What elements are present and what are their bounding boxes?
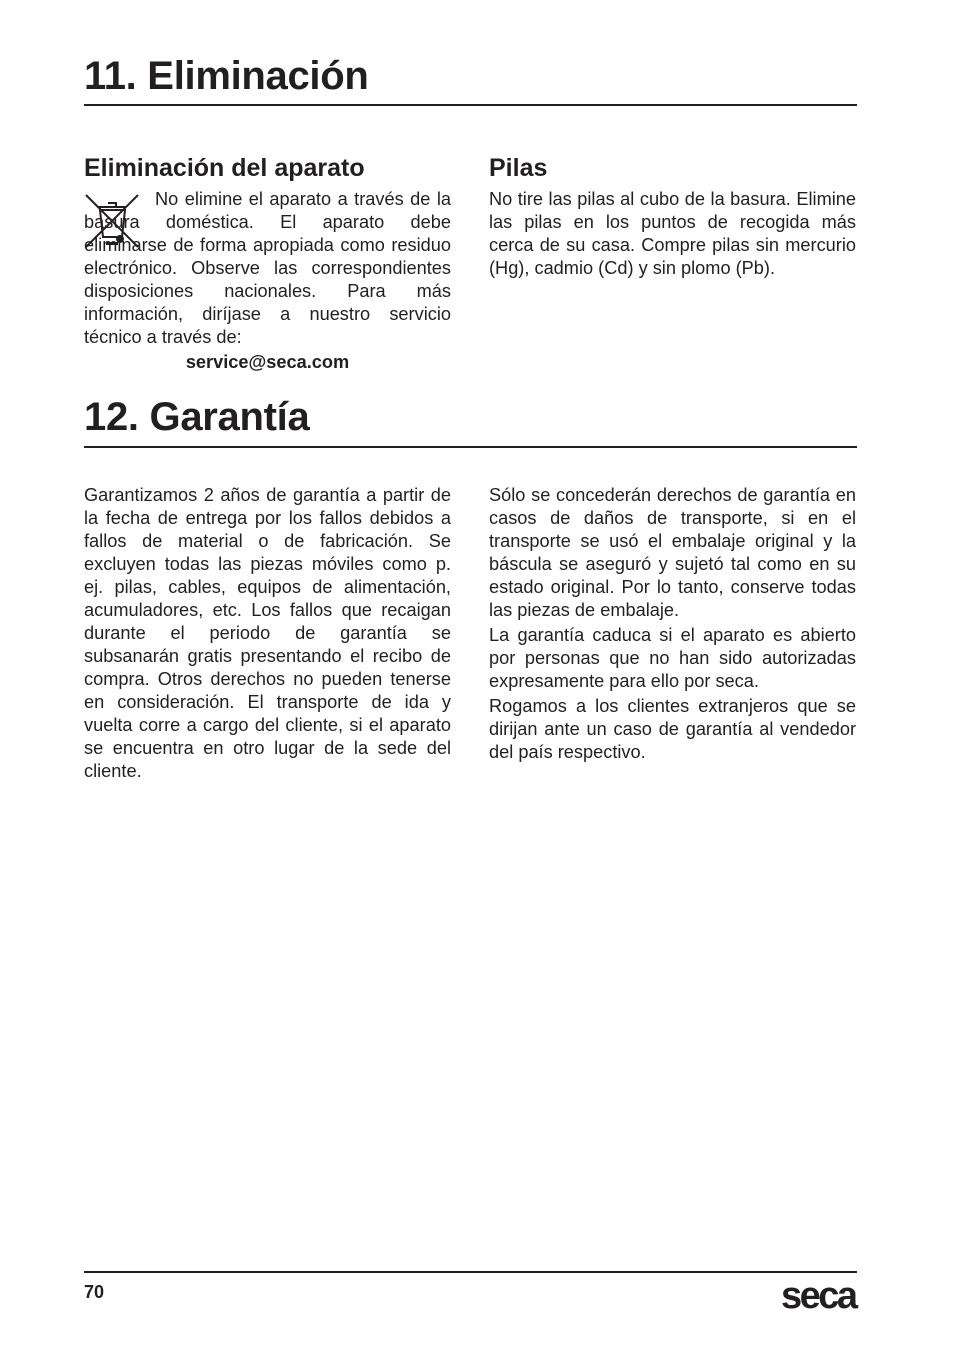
warranty-left-column — [84, 484, 451, 783]
device-disposal-text-block — [84, 188, 451, 374]
warranty-right-column — [489, 484, 856, 764]
device-disposal-text: No elimine el aparato a través de la basura doméstica. El aparato debe eliminarse de forma apropiada como residuo electrónico. Observe las correspondientes disposiciones nacionales. Para más información, diríjase a nuestro servicio técnico a través de: — [84, 189, 451, 347]
seca-logo: seca — [781, 1275, 856, 1317]
batteries-text-block — [489, 188, 856, 280]
batteries-text: No tire las pilas al cubo de la basura. Elimine las pilas en los puntos de recogida más cerca de su casa. Compre pilas sin mercurio (Hg), cadmio (Cd) y sin plomo (Pb). — [489, 189, 856, 278]
batteries-heading: Pilas — [489, 154, 548, 182]
service-email: service@seca.com — [185, 352, 350, 372]
warranty-left-text: Garantizamos 2 años de garantía a partir de la fecha de entrega por los fallos debidos a fallos de material o de fabricación. Se excluyen todas las piezas móviles como p. ej. pilas, cables, equipos de alimentación, acumuladores, etc. Los fallos que recaigan durante el periodo de garantía se subsanarán gratis presentando el recibo de compra. Otros derechos no pueden tenerse en consideración. El transporte de ida y vuelta corre a cargo del cliente, si el aparato se encuentra en otro lugar de la sede del cliente. — [84, 485, 451, 781]
section-11-title: 11. Eliminación — [84, 54, 369, 98]
warranty-paragraph-3: Rogamos a los clientes extranjeros que se dirijan ante un caso de garantía al vendedor del país respectivo. — [489, 696, 856, 762]
warranty-paragraph-2: La garantía caduca si el aparato es abierto por personas que no han sido autorizadas expresamente para ello por seca. — [489, 625, 856, 691]
warranty-paragraph-1: Sólo se concederán derechos de garantía en casos de daños de transporte, si en el transporte se usó el embalaje original y la báscula se aseguró y sujetó tal como en su estado original. Por lo tanto, conserve todas las piezas de embalaje. — [489, 485, 856, 620]
title-rule — [84, 446, 857, 448]
section-12-title: 12. Garantía — [84, 395, 310, 439]
footer-rule — [84, 1271, 857, 1273]
device-disposal-heading: Eliminación del aparato — [84, 154, 365, 182]
page-number: 70 — [84, 1282, 105, 1302]
title-rule — [84, 104, 857, 106]
